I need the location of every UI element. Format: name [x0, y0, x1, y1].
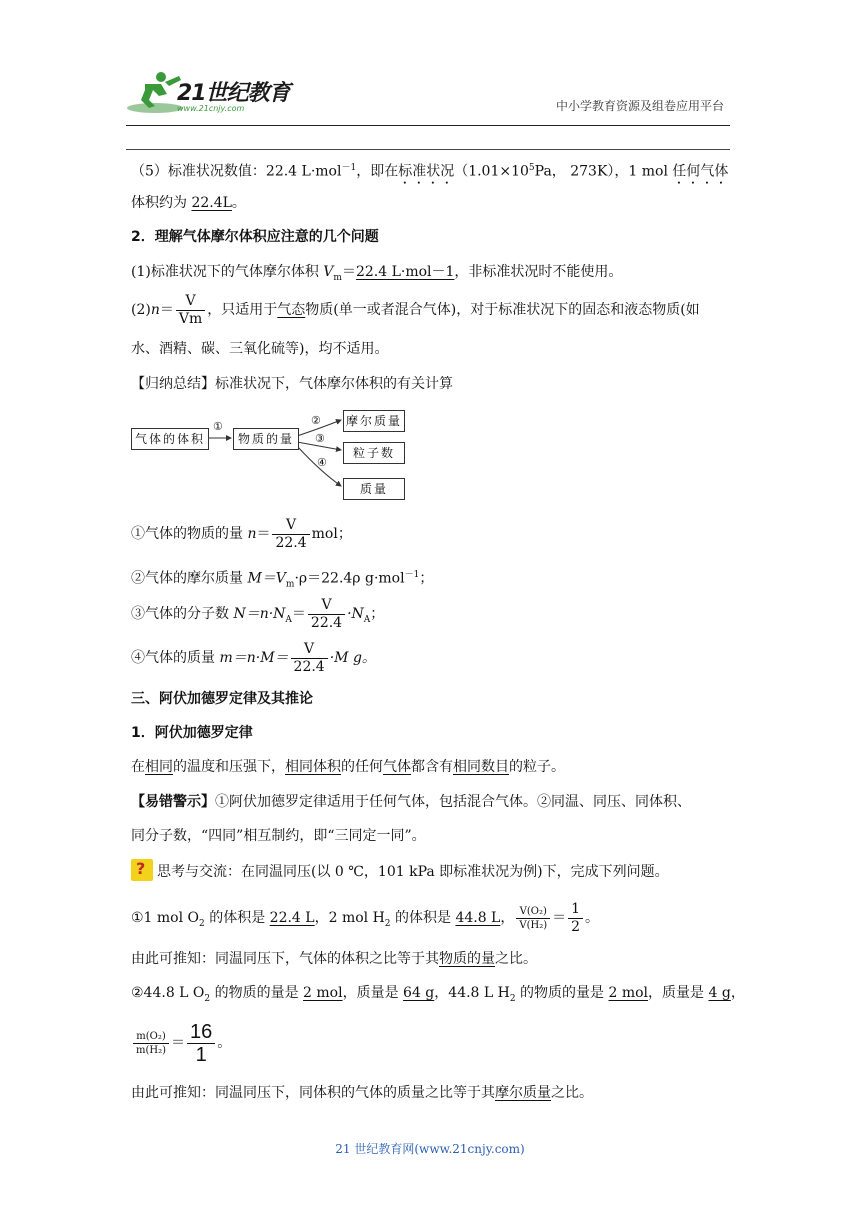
question-2: ②44.8 L $O_2$ 的物质的量是 2 mol，质量是 64 g，44.8 L $H_2$ 的物质的量是 2 mol，质量是 4 g，	[131, 985, 745, 1004]
think-exchange: 思考与交流：在同温同压(以 0 ℃，101 kPa 即标准状况为例)下，完成下列问题。	[157, 864, 669, 880]
step-3-marker: ③	[315, 432, 325, 445]
formula-4: ④气体的质量 m＝n·M＝ $\frac{V}{22.4}$ ·M g。	[131, 640, 376, 675]
section-heading-3: 三、阿伏加德罗定律及其推论	[131, 691, 313, 707]
conclusion-1: 由此可推知：同温同压下，气体的体积之比等于其物质的量之比。	[131, 951, 537, 967]
header-rule	[126, 125, 730, 126]
warning-note-line2: 同分子数，“四同”相互制约，即“三同定一同”。	[131, 828, 426, 844]
section-heading-2: 2．理解气体摩尔体积应注意的几个问题	[131, 229, 379, 245]
paragraph-5-line2: 体积约为 22.4L。	[131, 195, 246, 211]
header-rule-thin	[126, 149, 730, 150]
box-mass: 质量	[343, 478, 405, 500]
step-4-marker: ④	[317, 456, 327, 469]
calc-diagram	[131, 406, 411, 502]
footer: 21 世纪教育网(www.21cnjy.com)	[335, 1142, 525, 1156]
runner-logo-icon	[125, 70, 185, 116]
question-1: ①1 mol $O_2$ 的体积是 22.4 L，2 mol $H_2$ 的体积是 44.8 L， $\frac{\text{V(O₂)}}{\text{V(H₂)}}$ ＝ $\frac{1}{2}$ 。	[131, 900, 600, 935]
box-molar-mass: 摩尔质量	[343, 410, 405, 432]
think-icon: ?	[131, 859, 153, 881]
summary-label: 【归纳总结】标准状况下，气体摩尔体积的有关计算	[131, 376, 453, 392]
conclusion-2: 由此可推知：同温同压下，同体积的气体的质量之比等于其摩尔质量之比。	[131, 1085, 593, 1101]
point-2: (2)n＝ $\frac{V}{Vm}$ ，只适用于气态物质(单一或者混合气体)，对于标准状况下的固态和液态物质(如	[131, 292, 700, 327]
box-particle-number: 粒子数	[343, 442, 405, 464]
avogadro-law: 在相同的温度和压强下，相同体积的任何气体都含有相同数目的粒子。	[131, 759, 565, 775]
formula-3: ③气体的分子数 $N=n\cdot N_A=$ $\frac{V}{22.4}$ $\cdot N_A$；	[131, 596, 385, 631]
paragraph-5: （5）标准状况数值：22.4 L·mol$^{-1}$，即在标准状况（$1.01\times 10^5Pa$， 273K），1 mol 任何气体	[131, 163, 729, 180]
logo-url: www.21cnjy.com	[177, 104, 245, 113]
header-logo	[125, 70, 295, 120]
formula-1: ①气体的物质的量 n＝ $\frac{V}{22.4}$ mol；	[131, 516, 352, 551]
box-gas-volume: 气体的体积	[131, 428, 209, 450]
warning-note: 【易错警示】①阿伏加德罗定律适用于任何气体，包括混合气体。②同温、同压、同体积、	[131, 794, 691, 810]
subheading-avogadro-law: 1．阿伏加德罗定律	[131, 725, 253, 741]
step-1-marker: ①	[213, 420, 223, 433]
step-2-marker: ②	[311, 414, 321, 427]
logo-text: 21世纪教育	[177, 81, 290, 106]
formula-2: ②气体的摩尔质量 $M=V_m\cdot\rho=22.4\rho$ g·mol$^{-1}$；	[131, 570, 434, 590]
point-1: (1)标准状况下的气体摩尔体积 $V_m=22.4$ L·mol－1，非标准状况时不能使用。	[131, 264, 623, 283]
platform-name: 中小学教育资源及组卷应用平台	[555, 99, 724, 113]
point-2-line2: 水、酒精、碳、三氧化硫等)，均不适用。	[131, 341, 389, 357]
box-amount-of-substance: 物质的量	[233, 428, 299, 450]
mass-ratio: $\frac{\text{m(O₂)}}{\text{m(H₂)}}$ ＝ $\frac{16}{1}$ 。	[131, 1018, 231, 1068]
